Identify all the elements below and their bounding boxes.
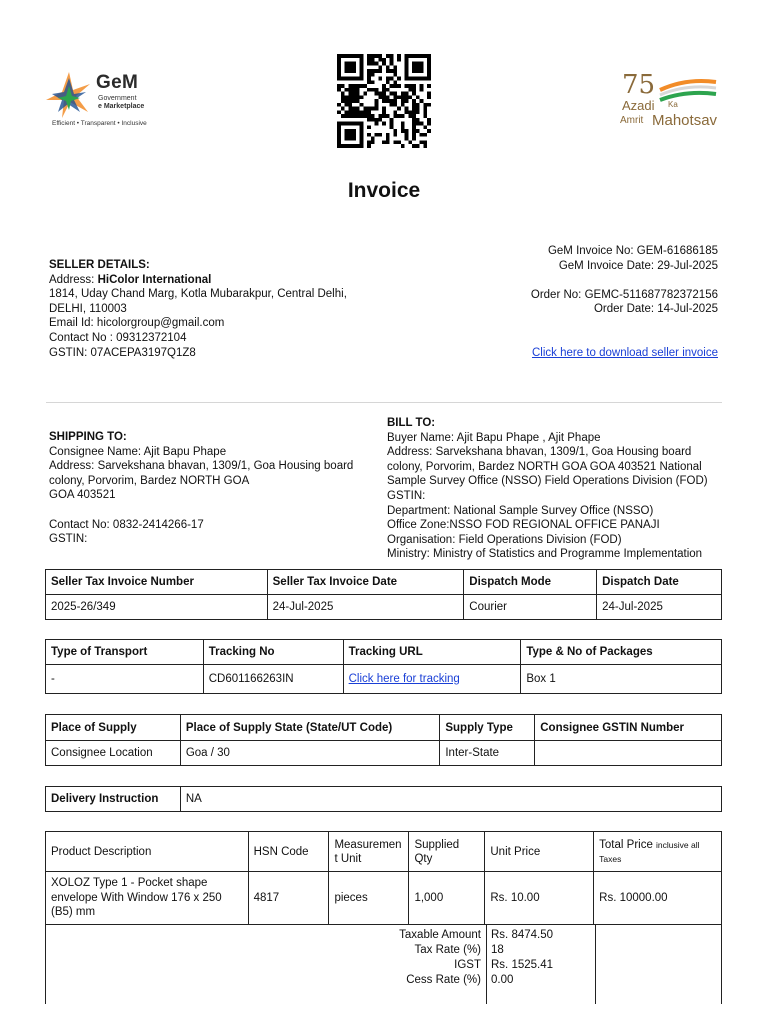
bill-department: Department: National Sample Survey Office (NSSO) [387, 504, 654, 517]
total-price-header [594, 832, 722, 872]
seller-address-line2: DELHI, 110003 [49, 302, 127, 315]
product-description-header: Product Description [46, 832, 249, 872]
seller-address-label: Address: [49, 273, 98, 286]
unit-price: Rs. 10.00 [485, 872, 594, 925]
measurement-unit-header: Measuremen t Unit [329, 832, 409, 872]
gem-logo [44, 70, 164, 132]
bill-office-zone: Office Zone:NSSO FOD REGIONAL OFFICE PANAJI [387, 519, 660, 532]
cess-rate-label: Cess Rate (%) [406, 974, 481, 986]
bill-address-line3: Sample Survey Office (NSSO) Field Operations Division (FOD) [387, 475, 708, 488]
table-header-cell: Type & No of Packages [521, 640, 722, 665]
gem-sub-government: Government [98, 95, 137, 102]
total-price: Rs. 10000.00 [594, 872, 722, 925]
seller-tax-invoice-date: 24-Jul-2025 [267, 595, 464, 620]
seller-company-name: HiColor International [97, 273, 212, 286]
shipping-address-line3: GOA 403521 [49, 489, 116, 502]
delivery-table [45, 786, 722, 812]
total-price-label: Total Price [599, 838, 653, 851]
table-row [46, 595, 722, 620]
seller-gstin: GSTIN: 07ACEPA3197Q1Z8 [49, 346, 196, 359]
seller-tax-invoice-number: 2025-26/349 [46, 595, 268, 620]
seller-details [49, 258, 379, 360]
table-row [46, 741, 722, 766]
seller-heading: SELLER DETAILS: [49, 259, 150, 271]
seller-email: Email Id: hicolorgroup@gmail.com [49, 317, 225, 330]
hsn-code: 4817 [248, 872, 329, 925]
tracking-link[interactable]: Click here for tracking [348, 673, 460, 685]
tax-rate-label: Tax Rate (%) [414, 944, 481, 956]
table-header-cell: Tracking URL [343, 640, 521, 665]
shipping-contact: Contact No: 0832-2414266-17 [49, 518, 204, 531]
table-header-row [46, 570, 722, 595]
table-header-cell: Place of Supply State (State/UT Code) [180, 715, 440, 741]
table-row [46, 665, 722, 694]
consignee-name: Consignee Name: Ajit Bapu Phape [49, 445, 227, 458]
invoice-title: Invoice [347, 179, 421, 202]
aka-ka: Ka [668, 100, 678, 109]
gem-wordmark: GeM [96, 72, 139, 93]
summary-row [46, 928, 723, 943]
table-row [46, 787, 722, 812]
summary-row [46, 943, 723, 958]
order-no: Order No: GEMC-511687782372156 [530, 288, 718, 301]
table-header-row [46, 715, 722, 741]
measurement-unit: pieces [329, 872, 409, 925]
shipping-details [49, 430, 369, 547]
table-header-cell: Dispatch Date [597, 570, 722, 595]
billing-details [387, 416, 727, 562]
table-header-cell: Seller Tax Invoice Number [46, 570, 268, 595]
place-of-supply-state: Goa / 30 [180, 741, 440, 766]
table-header-cell: Dispatch Mode [464, 570, 597, 595]
delivery-instruction-label: Delivery Instruction [46, 787, 181, 812]
aka-number: 75 [622, 70, 656, 100]
gem-invoice-no: GeM Invoice No: GEM-61686185 [547, 245, 718, 257]
aka-amrit: Amrit [620, 115, 644, 126]
table-header-row [46, 832, 722, 872]
table-header-cell: Consignee GSTIN Number [535, 715, 722, 741]
supplied-qty-header: Supplied Qty [409, 832, 485, 872]
gem-subtitle [98, 95, 144, 111]
shipping-address-line1: Address: Sarvekshana bhavan, 1309/1, Goa Housing board [49, 460, 354, 473]
buyer-name: Buyer Name: Ajit Bapu Phape , Ajit Phape [387, 431, 601, 444]
table-header-cell: Place of Supply [46, 715, 181, 741]
table-header-cell: Seller Tax Invoice Date [267, 570, 464, 595]
dispatch-mode: Courier [464, 595, 597, 620]
table-row [46, 872, 722, 925]
transport-table [45, 639, 722, 694]
supplied-qty: 1,000 [409, 872, 485, 925]
igst-label: IGST [454, 959, 481, 971]
seller-contact: Contact No : 09312372104 [49, 331, 187, 344]
table-header-cell: Supply Type [440, 715, 535, 741]
bill-heading: BILL TO: [387, 417, 436, 429]
section-divider [46, 402, 722, 403]
shipping-address-line2: colony, Porvorim, Bardez NORTH GOA [49, 474, 250, 487]
table-header-row [46, 640, 722, 665]
type-of-transport: - [46, 665, 204, 694]
packages: Box 1 [521, 665, 722, 694]
dispatch-date: 24-Jul-2025 [597, 595, 722, 620]
table-header-cell: Type of Transport [46, 640, 204, 665]
consignee-gstin-number [535, 741, 722, 766]
order-date: Order Date: 14-Jul-2025 [593, 303, 718, 316]
bill-address-line1: Address: Sarvekshana bhavan, 1309/1, Goa Housing board [387, 446, 692, 459]
product-description: XOLOZ Type 1 - Pocket shape envelope With Window 176 x 250 (B5) mm [46, 872, 249, 925]
unit-price-header: Unit Price [485, 832, 594, 872]
taxable-amount-label: Taxable Amount [399, 929, 481, 941]
download-seller-invoice-link[interactable]: Click here to download seller invoice [531, 347, 718, 360]
shipping-gstin: GSTIN: [49, 533, 88, 546]
product-table [45, 831, 722, 925]
shipping-heading: SHIPPING TO: [49, 431, 127, 443]
place-of-supply: Consignee Location [46, 741, 181, 766]
igst-value: Rs. 1525.41 [491, 959, 554, 971]
hsn-code-header: HSN Code [248, 832, 329, 872]
invoice-meta [418, 244, 718, 361]
seller-address-company [49, 273, 379, 288]
bill-address-line2: colony, Porvorim, Bardez NORTH GOA GOA 403521 National [387, 460, 702, 473]
azadi-ka-amrit-mahotsav-logo [618, 70, 726, 132]
tracking-url-cell [343, 665, 521, 694]
gem-star-icon [44, 70, 94, 120]
bill-ministry: Ministry: Ministry of Statistics and Programme Implementation [387, 548, 703, 561]
cess-rate-value: 0.00 [491, 974, 514, 986]
taxable-amount-value: Rs. 8474.50 [491, 929, 554, 941]
tax-rate-value: 18 [491, 944, 504, 956]
total-price-note: inclusive all Taxes [599, 839, 700, 864]
gem-invoice-date: GeM Invoice Date: 29-Jul-2025 [558, 259, 718, 272]
table-header-cell: Tracking No [203, 640, 343, 665]
supply-type: Inter-State [440, 741, 535, 766]
tracking-no: CD601166263IN [203, 665, 343, 694]
seller-address-line1: 1814, Uday Chand Marg, Kotla Mubarakpur, Central Delhi, [49, 288, 347, 301]
flag-swoosh-icon [658, 78, 718, 102]
gem-tagline: Efficient • Transparent • Inclusive [52, 120, 147, 127]
qr-code-icon [334, 54, 434, 148]
summary-row [46, 973, 723, 988]
tax-summary [45, 924, 722, 1004]
bill-gstin: GSTIN: [387, 489, 426, 502]
bill-organisation: Organisation: Field Operations Division (FOD) [387, 533, 622, 546]
aka-azadi: Azadi [622, 98, 655, 113]
aka-mahotsav: Mahotsav [652, 112, 718, 129]
summary-row [46, 958, 723, 973]
delivery-instruction-value: NA [180, 787, 721, 812]
supply-table [45, 714, 722, 766]
dispatch-table [45, 569, 722, 620]
gem-sub-marketplace: e Marketplace [98, 103, 145, 110]
